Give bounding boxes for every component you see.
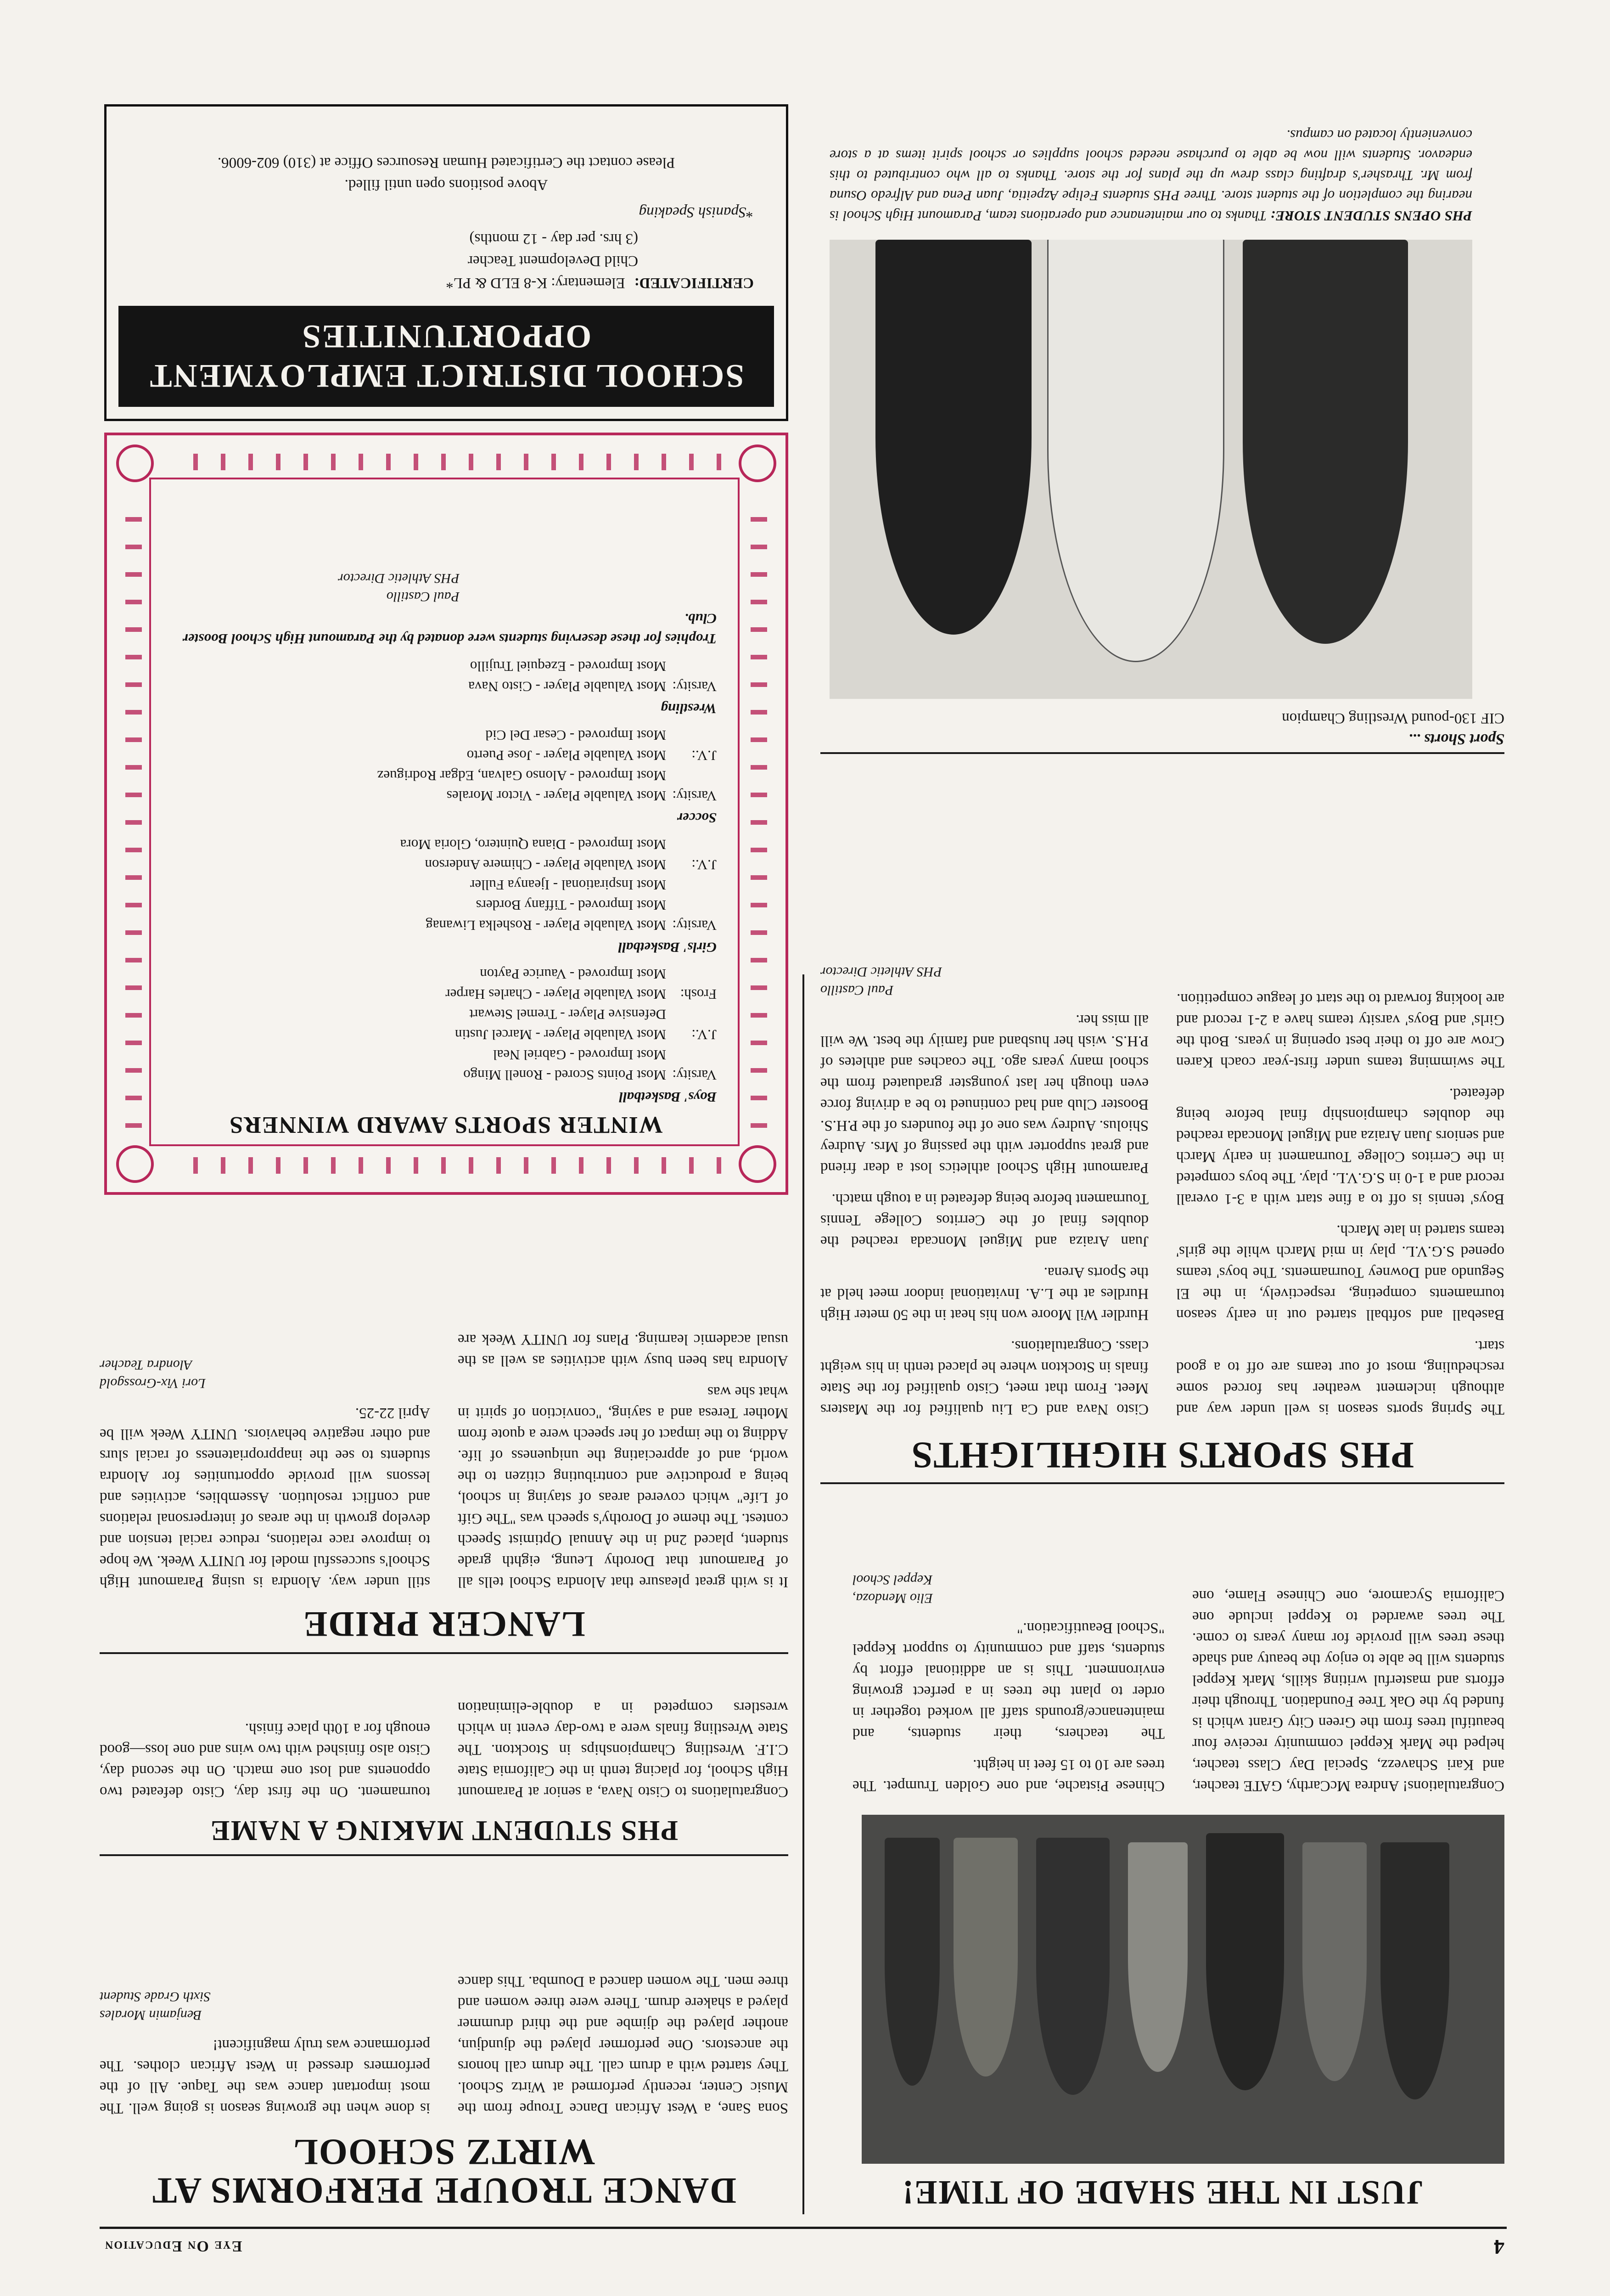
shade-bottom-rule: [820, 1482, 1504, 1484]
awards-level: J.V.:: [691, 857, 717, 873]
sports-paragraph-4: The swimming teams under first-year coach Karen Crow are off to their best opening in years. Both the Girls' and Boys' varsity teams have a 2-1 record and are looking forward to the start of league competition.: [1176, 990, 1504, 1070]
awards-section-title: Girls' Basketball: [618, 940, 717, 956]
dance-article: [100, 1971, 788, 2210]
awards-level: Varsity:: [672, 1067, 717, 1083]
lancer-signature: Lori Vix-Grossgold Alondra Teacher: [100, 1357, 206, 1391]
column-divider: [802, 974, 804, 2214]
awards-winner: Most Inspirational - Ijeanya Fuller: [470, 877, 666, 893]
sports-title: PHS SPORTS HIGHLIGHTS: [910, 1435, 1414, 1476]
awards-box: [104, 433, 788, 1195]
awards-winner: Most Improved - Gabriel Neal: [493, 1047, 666, 1063]
awards-winner: Most Improved - Tiffany Borders: [476, 897, 666, 913]
awards-row: [175, 875, 717, 895]
awards-section-title: Wrestling: [661, 701, 717, 717]
awards-signature: Paul Castillo PHS Athletic Director: [338, 571, 460, 604]
awards-row: [175, 656, 717, 676]
employment-contact: Please contact the Certificated Human Resources Office at (310) 602-6006.: [217, 154, 675, 171]
name-paragraph: Congratulations to Cisto Nava, a senior at Paramount High School, for placing tenth in the California State C.I.F. Wrestling Championships in Stockton. The State Wrestling finals were a two-day event in which wrestlers competed in a double-elimination tournament. On the first day, Cisto defeated two opponents and lost one match. On the second day, Cisto also finished with two wins and one loss—good enough for a 10th place finish.: [100, 1699, 788, 1800]
dance-paragraph: Sona Sane, a West African Dance Troupe from the Music Center, recently performed at Wirtz School. They started with a drum call. The drum call honors the ancestors. One performer played the djundjun, another played the djimbe and the third drummer played a shakere drum. There were three women and three men. The women danced a Doumba. This dance is done when the growing season is going well. The most important dance was the Taque. All of the performers dressed in West African clothes. The performance was truly magnificent!: [100, 1973, 788, 2116]
lancer-paragraph-2: Alondra has been busy with activities as well as the usual academic learning. Plans for UNITY Week are still under way. Alondra is using Paramount High School's successful model for UNITY Week. We hope to improve race relations, reduce racial tension and develop growth in the areas of interpersonal relations and conflict resolution. Assemblies, activities and lessons will provide opportunities for Alondra students to see the inappropriateness of racial slurs and other negative behaviors. UNITY Week will be April 22-25.: [100, 1331, 788, 1591]
employment-title: SCHOOL DISTRICT EMPLOYMENT OPPORTUNITIES: [118, 306, 774, 407]
awards-winner: Most Improved - Vaurice Payton: [480, 966, 666, 982]
sports-signature: Paul Castillo PHS Athletic Director: [820, 964, 942, 998]
awards-row: [175, 855, 717, 875]
awards-level: [666, 725, 717, 745]
sports-paragraph-5: Cisto Nava and Ca Liu qualified for the Masters Meet. From that meet, Cisto qualified for the State finals in Stockton where he placed tenth in his weight class. Congratulations.: [820, 1337, 1149, 1418]
awards-level: Varsity:: [672, 917, 717, 934]
awards-row: [175, 1065, 717, 1085]
awards-row: [175, 834, 717, 855]
employment-cert-item-1: Elementary: K-8 ELD & PL*: [446, 275, 625, 291]
employment-spanish-note: *Spanish Speaking: [639, 204, 754, 220]
awards-section-title: Boys' Basketball: [619, 1089, 717, 1105]
awards-level: Frosh:: [680, 986, 717, 1002]
awards-row: [175, 1045, 717, 1065]
awards-row: [175, 1024, 717, 1045]
awards-row: [175, 895, 717, 915]
awards-row: [175, 915, 717, 935]
store-caption: [830, 125, 1472, 226]
lancer-title: LANCER PRIDE: [303, 1604, 585, 1644]
shade-article: [820, 1572, 1504, 2211]
awards-level: [666, 834, 717, 855]
awards-winner: Most Improved - Cesar Del Cid: [485, 727, 666, 743]
student-store-photo: [830, 240, 1472, 699]
tree-planting-photo: [862, 1815, 1504, 2164]
employment-box: [104, 104, 788, 421]
publication-name: Eye On Education: [104, 2238, 242, 2255]
name-article: [100, 1697, 788, 1856]
awards-winner: Most Improved - Alonso Galvan, Edgar Rodriguez: [377, 768, 666, 784]
awards-level: [666, 1004, 717, 1024]
shade-signature: Elio Mendoza, Keppel School: [853, 1572, 933, 1606]
sports-paragraph-2: Baseball and softball started out in early season tournaments competing, respectively, in the El Segundo and Downey Tournaments. The boys' teams opened S.G.V.L. play in mid March while the girls' teams started in late March.: [1176, 1221, 1504, 1323]
awards-winner: Most Valuable Player - Cisto Nava: [468, 679, 666, 695]
awards-row: [175, 786, 717, 806]
sport-shorts-line: CIF 130-pound Wrestling Champion: [1282, 710, 1504, 726]
awards-winner: Most Valuable Player - Marcel Justin: [454, 1027, 666, 1043]
sports-paragraph-6: Hurdler Wil Moore won his heat in the 50 meter High Hurdles at the L.A. Invitational indoor meet held at the Sports Arena.: [820, 1264, 1149, 1323]
awards-level: [666, 895, 717, 915]
sports-article: [820, 962, 1504, 1475]
employment-cert-label: CERTIFICATED:: [634, 275, 754, 291]
awards-row: [175, 725, 717, 745]
awards-list: [175, 656, 717, 1107]
lancer-paragraph-1: It is with great pleasure that Alondra School tells all of Paramount that Dorothy Leung, eighth grade student, placed 2nd in the Annual Optimist Speech contest. The theme of Dorothy's speech was "The Gift of Life" which covered areas of staying in school, being a productive and contributing citizen to the world, and of appreciating the uniqueness of life. Adding to the impact of her speech were a quote from Mother Teresa and a saying, "conviction of spirit in what she was: [458, 1384, 788, 1591]
store-caption-text: Thanks to our maintenance and operations team, Paramount High School is nearing the completion of the student store. Three PHS students Felipe Azpeitia, Juan Pena and Alfredo Osuna from Mr. Thrasher's drafting class drew up the plans for the store. Thanks to all who contributed to this endeavor. Students will now be able to purchase needed school supplies or school spirit items at a store conveniently located on campus.: [830, 127, 1472, 224]
awards-trophy-note: Trophies for these deserving students were donated by the Paramount High School Booster Club.: [182, 611, 717, 647]
sports-paragraph-8: Paramount High School athletics lost a dear friend and great supporter with the passing of Mrs. Audrey Shiolus. Audrey was one of the founders of the P.H.S. Booster Club and had continued to be a driving force even though her last youngster graduated from the school many years ago. The coaches and athletes of P.H.S. wish her husband and family the best. We will all miss her.: [820, 1011, 1149, 1176]
store-caption-title: PHS OPENS STUDENT STORE:: [1270, 208, 1472, 224]
awards-level: [666, 1045, 717, 1065]
page-number: 4: [1494, 2235, 1504, 2259]
sport-shorts-title: Sport Shorts ...: [1408, 731, 1504, 748]
awards-level: [666, 656, 717, 676]
sports-paragraph-7: Juan Araiza and Miguel Moncada reached the doubles final of the Cerritos College Tennis Tournament before being defeated in a tough match.: [820, 1190, 1149, 1249]
awards-winner: Most Points Scored - Ronell Mingo: [463, 1067, 666, 1083]
dance-title: DANCE TROUPE PERFORMS AT WIRTZ SCHOOL: [151, 2132, 737, 2211]
sports-paragraph-1: The Spring sports season is well under way and although inclement weather has forced some rescheduling, most of our teams are off to a good start.: [1176, 1337, 1504, 1418]
awards-winner: Most Improved - Ezequiel Trujillo: [470, 658, 666, 675]
awards-level: J.V.:: [691, 1027, 717, 1043]
awards-row: [175, 745, 717, 765]
header-rule: [100, 2227, 1507, 2229]
awards-level: [666, 964, 717, 984]
awards-level: J.V.:: [691, 748, 717, 764]
awards-winner: Most Valuable Player - Charles Harper: [445, 986, 666, 1002]
awards-winner: Most Valuable Player - Victor Morales: [446, 788, 666, 804]
awards-winner: Most Valuable Player - Jose Puerto: [466, 748, 666, 764]
lancer-article: [100, 1329, 788, 1654]
employment-cert-item-2: Child Development Teacher: [468, 253, 638, 269]
awards-winner: Defensive Player - Tremel Stewart: [469, 1007, 666, 1023]
sports-paragraph-3: Boys' tennis is off to a fine start with a 3-1 overall record and a 1-0 in S.G.V.L. play. The boys competed in the Cerritos College Tournament in early March and seniors Juan Araiza and Miguel Moncada reached the doubles championship final before being defeated.: [1176, 1085, 1504, 1207]
awards-winner: Most Valuable Player - Chimere Anderson: [425, 857, 666, 873]
employment-cert-item-3: (3 hrs. per day - 12 months): [469, 231, 638, 247]
sport-shorts: [820, 709, 1504, 754]
awards-winner: Most Valuable Player - Roshelka Liwanag: [426, 917, 666, 934]
shade-title: JUST IN THE SHADE OF TIME!: [901, 2173, 1424, 2211]
awards-row: [175, 1004, 717, 1024]
awards-winner: Most Improved - Diana Quintero, Gloria Mora: [400, 837, 666, 853]
awards-row: [175, 676, 717, 697]
shade-paragraph-2: The teachers, their students, and maintenance/grounds staff all worked together in order to plant the trees in a perfect growing environment. This is an additional effort by students, staff and community to support Keppel "School Beautification.": [853, 1620, 1165, 1742]
name-title: PHS STUDENT MAKING A NAME: [209, 1815, 679, 1846]
awards-row: [175, 765, 717, 786]
dance-signature: Benjamin Morales Sixth Grade Student: [100, 1989, 211, 2023]
awards-title: WINTER SPORTS AWARD WINNERS: [229, 1112, 663, 1138]
awards-level: [666, 765, 717, 786]
shade-paragraph-1: Congratulations! Andrea McCarthy, GATE teacher, and Kari Schavezz, Special Day Class teacher, helped the Mark Keppel community receive four beautiful trees from the Green City Grant which is funded by the Oak Tree Foundation. Through their efforts and masterful writing skills, Mark Keppel students will be able to enjoy the beauty and shade these trees will provide for many years to come. The trees awarded to Keppel include one California Sycamore, one Chinese Flame, one Chinese Pistache, and one Golden Trumpet. The trees are 10 to 15 feet in height.: [853, 1587, 1504, 1794]
awards-row: [175, 964, 717, 984]
awards-level: Varsity:: [672, 679, 717, 695]
awards-level: Varsity:: [672, 788, 717, 804]
awards-row: [175, 984, 717, 1004]
awards-section-title: Soccer: [677, 810, 717, 826]
employment-open-note: Above positions open until filled.: [344, 176, 548, 193]
awards-level: [666, 875, 717, 895]
